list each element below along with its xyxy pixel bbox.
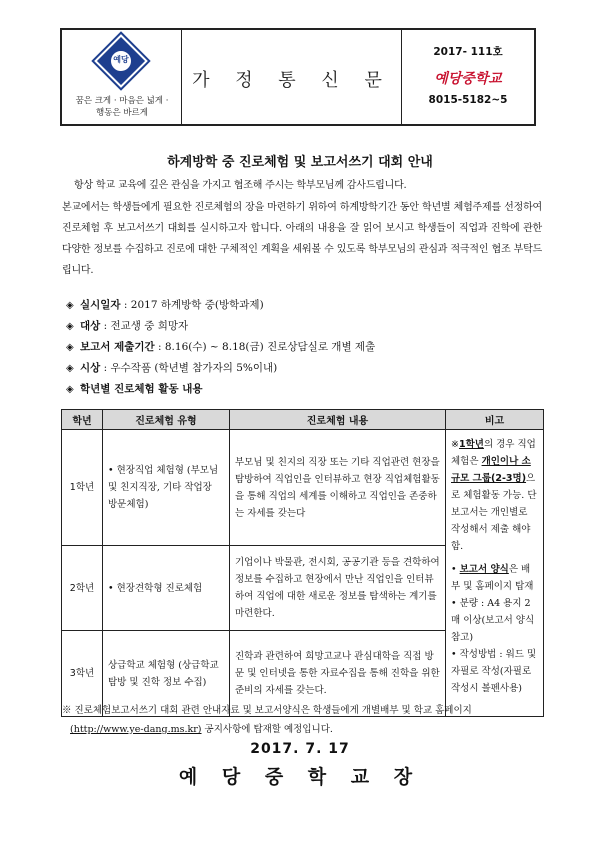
homepage-link[interactable]: (http://www.ye-dang.ms.kr): [70, 724, 202, 735]
list-item-label: 대상: [80, 320, 101, 332]
note-emphasis: 개인이나 소규모 그룹(2-3명): [451, 456, 531, 484]
body-paragraph: 본교에서는 학생들에게 필요한 진로체험의 장을 마련하기 위하여 하계방학기간 동안 학년별 체험주제를 선정하여 진로체험 후 보고서쓰기 대회를 실시하고자 합니다. 아래의 내용을 잘 읽어 보시고 학생들이 직업과 진학에 관한 다양한 정보를 수집하고 진로에 대한 구체적인 계획을 세워볼 수 있도록 학부모님의 관심과 적극적인 협조 부탁드립니다.: [62, 202, 542, 276]
header-grade: 학년: [62, 410, 103, 430]
grade-cell: 2학년: [62, 546, 103, 631]
footnote-line2: [70, 720, 550, 739]
diamond-bullet-icon: ◈: [66, 342, 74, 353]
table-header-row: [62, 410, 544, 430]
list-item-activities: [66, 379, 546, 400]
list-item-label: 실시일자: [80, 299, 121, 311]
list-item-label: 시상: [80, 362, 101, 374]
note-line-2: [451, 561, 538, 595]
note-line-3: • 분량 : A4 용지 2매 이상(보고서 양식 참고): [451, 598, 535, 643]
greeting-paragraph: 항상 학교 교육에 깊은 관심을 가지고 협조해 주시는 학부모님께 감사드립니다.: [74, 180, 407, 191]
note-grade: 1학년: [458, 439, 484, 450]
emblem-text: 예당: [113, 55, 129, 64]
content-cell: 부모님 및 친지의 직장 또는 기타 직업관련 현장을 탐방하여 직업인을 인터뷰하고 현장 직업체험활동을 통해 직업의 세계를 이해하고 직업인을 존중하는 자세를 갖는다: [230, 430, 446, 546]
diamond-bullet-icon: ◈: [66, 384, 74, 395]
note-line-4: • 작성방법 : 워드 및 자필로 작성(자필로 작성시 볼펜사용): [451, 649, 537, 694]
header-note: 비고: [446, 410, 544, 430]
footnote-line1: ※ 진로체험보고서쓰기 대회 관련 안내자료 및 보고서양식은 학생들에게 개별배부 및 학교 홈페이지: [62, 705, 472, 716]
note-text: 으로 체험활동 가능. 단 보고서는 개인별로 작성해서 제출 해야함.: [451, 473, 537, 552]
header-content: 진로체험 내용: [230, 410, 446, 430]
note-emphasis: 보고서 양식: [459, 564, 509, 575]
paper-title-area: [182, 30, 402, 124]
content-cell: 진학과 관련하여 희망고교나 관심대학을 직접 방문 및 인터넷을 통한 자료수집을 통해 진학을 위한 준비의 자세를 갖는다.: [230, 631, 446, 717]
note-cell: [446, 430, 544, 717]
type-cell: • 현장견학형 진로체험: [103, 546, 230, 631]
list-item-date: [66, 295, 546, 316]
info-list: [66, 295, 546, 400]
list-item-value: : 우수작품 (학년별 참가자의 5%이내): [100, 362, 278, 374]
note-text: 은 배부 및 홈페이지 탑재: [451, 564, 534, 592]
list-item-label: 학년별 진로체험 활동 내용: [80, 383, 203, 395]
header-type: 진로체험 유형: [103, 410, 230, 430]
issue-info-area: [402, 30, 534, 124]
type-cell: • 현장직업 체험형 (부모님 및 친지직장, 기타 작업장 방문체험): [103, 430, 230, 546]
list-item-label: 보고서 제출기간: [80, 341, 155, 353]
school-motto-line2: 행동은 바르게: [96, 108, 148, 118]
diamond-bullet-icon: ◈: [66, 321, 74, 332]
phone-number: 8015-5182~5: [428, 94, 508, 106]
list-item-award: [66, 358, 546, 379]
note-text: 의 경우 직업체험은: [451, 439, 536, 467]
diamond-bullet-icon: ◈: [66, 363, 74, 374]
school-motto-line1: 꿈은 크게 · 마음은 넓게 ·: [75, 96, 169, 106]
grade-cell: 3학년: [62, 631, 103, 717]
note-mark: ※: [451, 439, 459, 450]
paper-title: 가 정 통 신 문: [192, 70, 392, 91]
list-item-target: [66, 316, 546, 337]
list-item-submission: [66, 337, 546, 358]
footnote-text: 공지사항에 탑재할 예정입니다.: [201, 724, 333, 735]
list-item-value: : 8.16(수) ~ 8.18(금) 진로상담실로 개별 제출: [154, 341, 376, 353]
school-logo-area: [62, 30, 182, 124]
issue-date: 2017. 7. 17: [250, 741, 350, 757]
newsletter-header: [60, 28, 536, 126]
list-item-value: : 2017 하계방학 중(방학과제): [120, 299, 264, 311]
type-cell: 상급학교 체험형 (상급학교 탐방 및 진학 정보 수집): [103, 631, 230, 717]
diamond-bullet-icon: ◈: [66, 300, 74, 311]
note-bullet: •: [451, 564, 460, 575]
principal-signature: 예 당 중 학 교 장: [178, 766, 422, 788]
note-line-1: [451, 436, 538, 555]
grade-cell: 1학년: [62, 430, 103, 546]
issue-number: 2017- 111호: [433, 46, 503, 58]
document-title: 하계방학 중 진로체험 및 보고서쓰기 대회 안내: [167, 155, 433, 170]
table-row: [62, 430, 544, 546]
school-brand-logo: 예당중학교: [434, 71, 502, 87]
activity-table: [61, 409, 544, 717]
content-cell: 기업이나 박물관, 전시회, 공공기관 등을 견학하여 정보를 수집하고 현장에서 만난 직업인을 인터뷰하여 직업에 대한 새로운 정보를 탐색하는 계기를 마련한다.: [230, 546, 446, 631]
list-item-value: : 전교생 중 희망자: [100, 320, 189, 332]
